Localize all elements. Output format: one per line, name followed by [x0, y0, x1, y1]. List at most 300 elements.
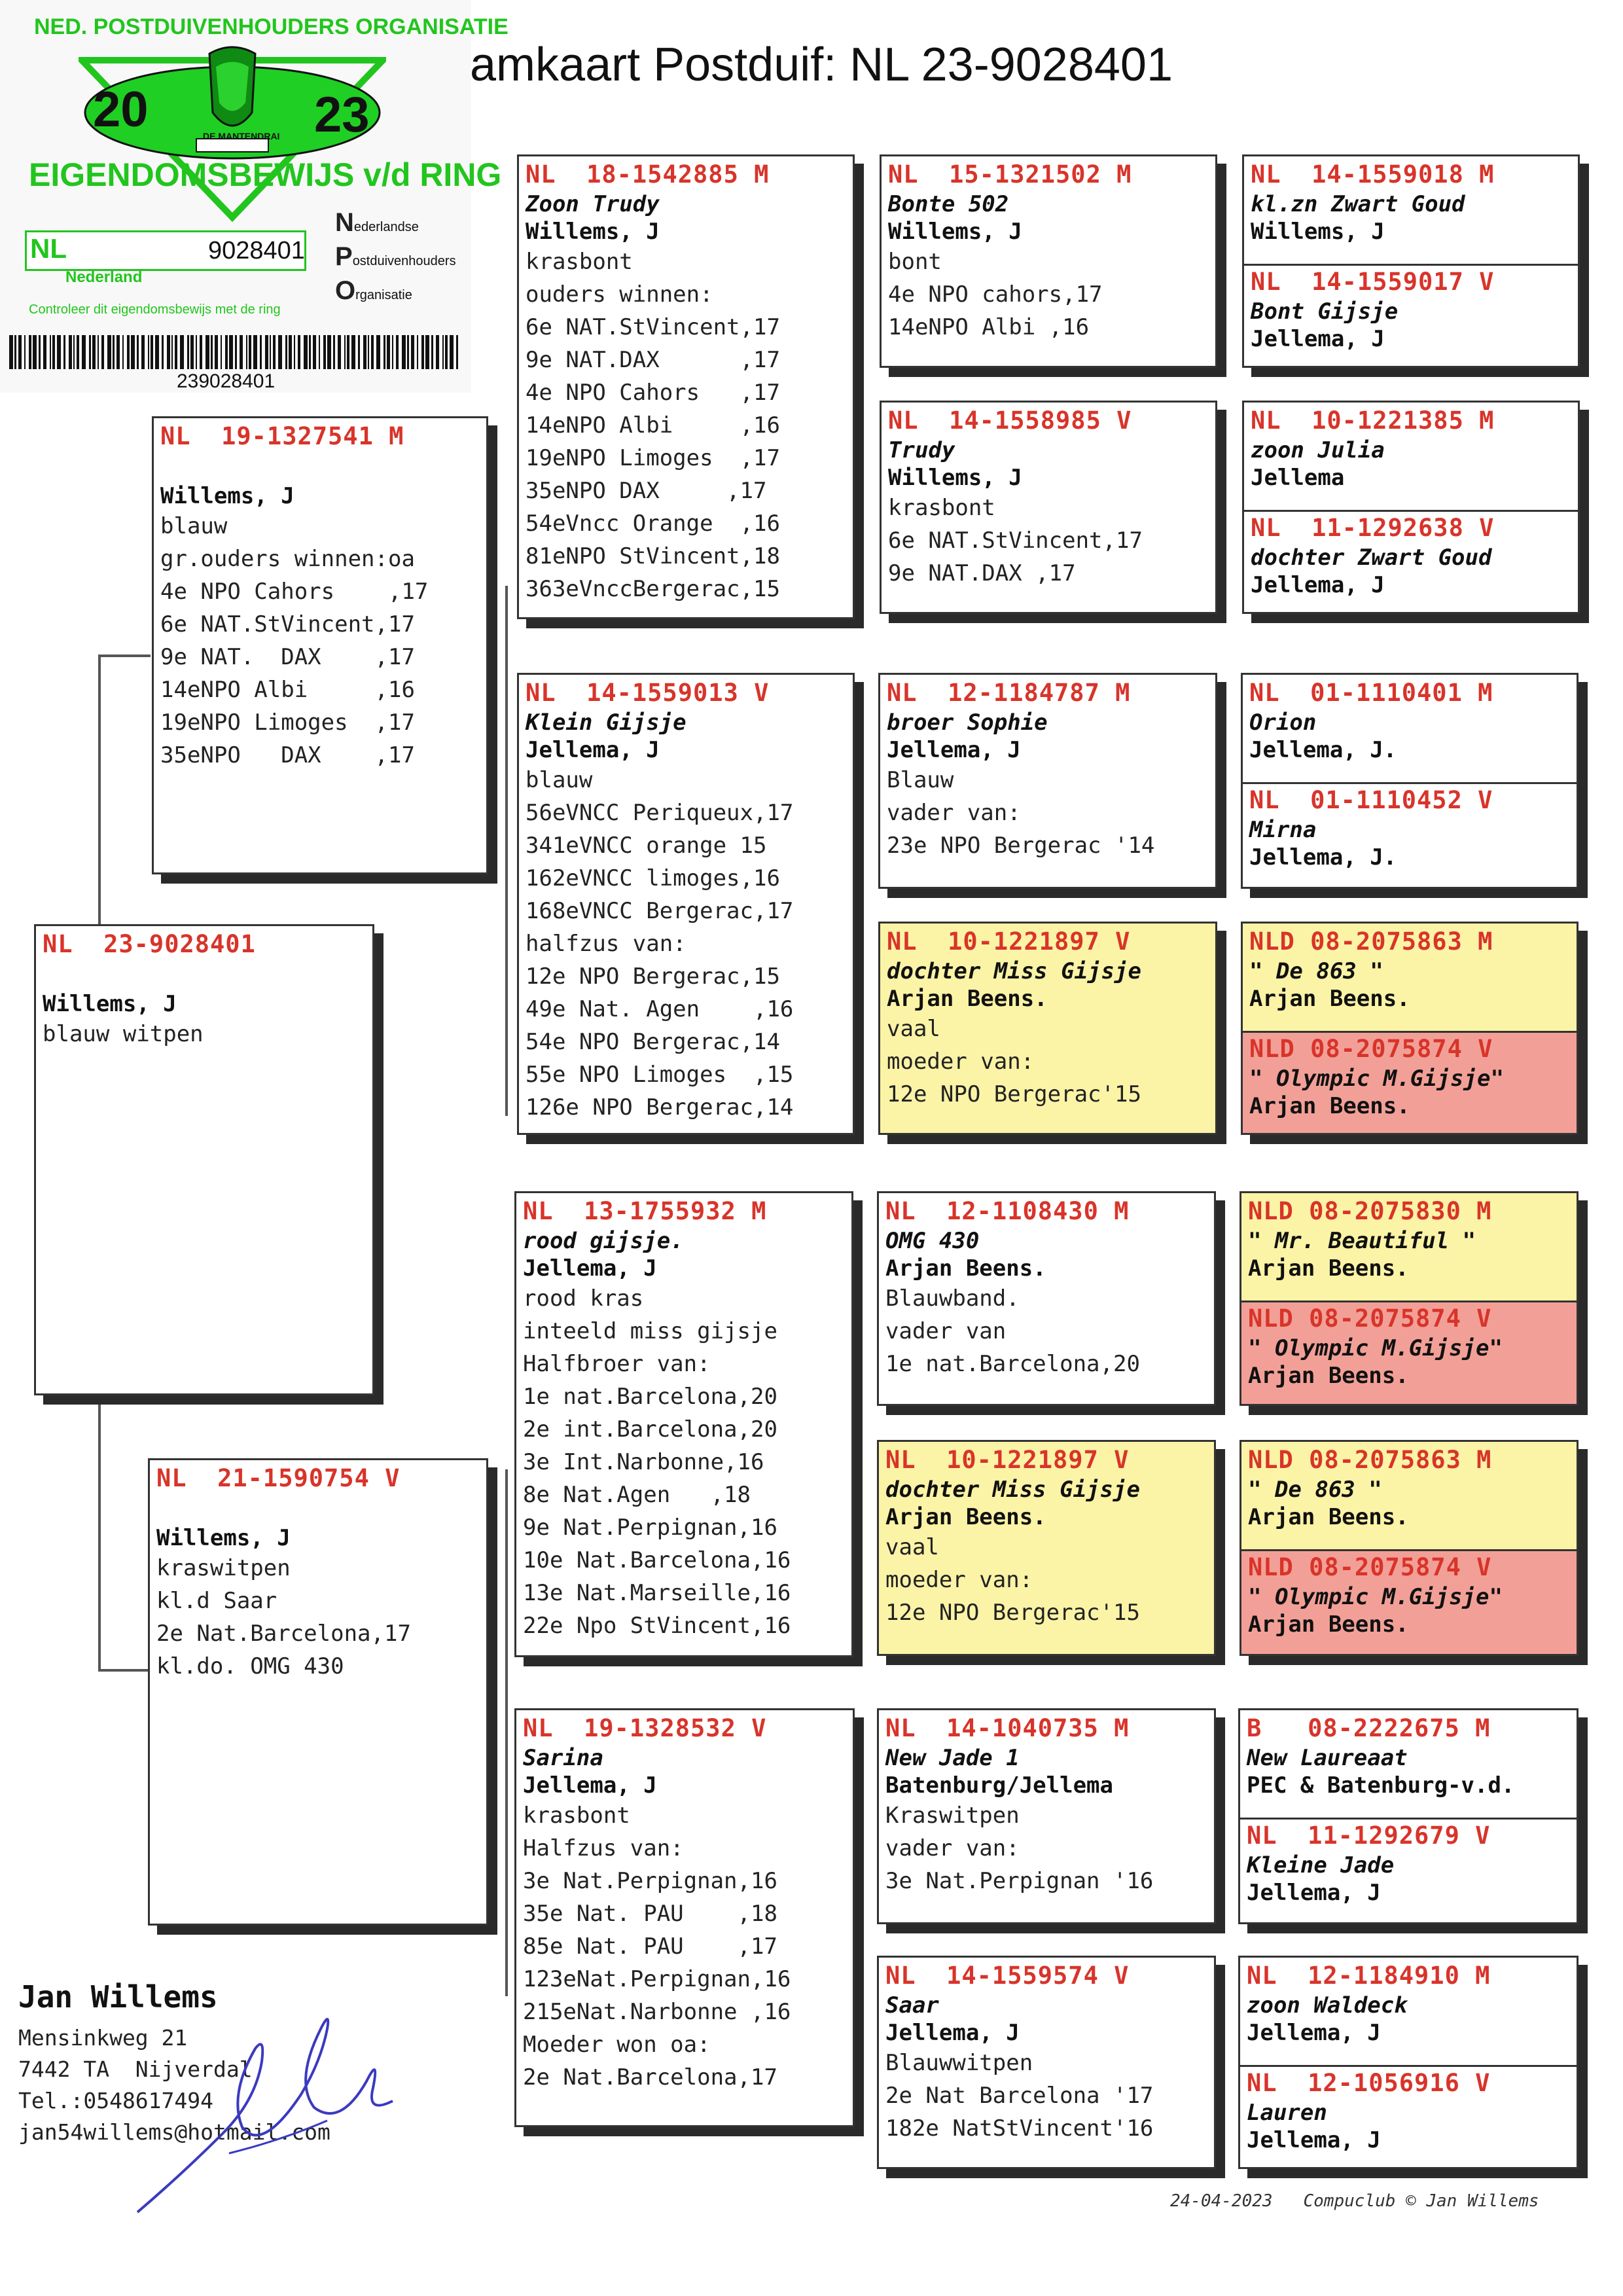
info-line: 19eNPO Limoges ,17: [160, 709, 415, 736]
pigeon-card-fmf[interactable]: [878, 673, 1217, 889]
page-title: amkaart Postduif: NL 23-9028401: [470, 39, 1173, 91]
barcode-bar: [260, 335, 262, 369]
badge-heading: EIGENDOMSBEWIJS v/d RING: [29, 156, 502, 193]
info-line: 126e NPO Bergerac,14: [526, 1094, 794, 1121]
owner: Arjan Beens.: [1248, 1363, 1409, 1389]
info-line: 14eNPO Albi ,16: [160, 677, 415, 703]
gen4-father[interactable]: [1244, 403, 1578, 510]
color-line: blauw witpen: [43, 1021, 204, 1047]
info-lines: [516, 1799, 853, 2093]
barcode-bar: [235, 335, 237, 369]
barcode-bar: [187, 335, 189, 369]
barcode-bar: [29, 335, 31, 369]
info-line: bont: [888, 249, 942, 275]
info-line: 54eVncc Orange ,16: [526, 511, 780, 537]
info-line: 35e Nat. PAU ,18: [523, 1901, 777, 1927]
gen4-mother[interactable]: [1241, 1549, 1577, 1656]
pigeon-name: rood gijsje.: [523, 1228, 684, 1254]
pigeon-name: dochter Zwart Goud: [1251, 545, 1492, 571]
barcode-bar: [18, 335, 22, 369]
barcode-bar: [190, 335, 194, 369]
owner: Arjan Beens.: [885, 1255, 1046, 1282]
info-line: 23e NPO Bergerac '14: [887, 833, 1155, 859]
pigeon-name: OMG 430: [885, 1228, 980, 1254]
ring-number: NL 11-1292638 V: [1251, 514, 1495, 542]
badge-npo-line-1: Nederlandse: [335, 208, 419, 237]
owner-phone: Tel.:0548617494: [18, 2088, 214, 2113]
info-line: kl.do. OMG 430: [156, 1653, 344, 1679]
info-line: 4e NPO Cahors ,17: [160, 579, 429, 605]
barcode-bar: [371, 335, 374, 369]
info-lines: [519, 763, 853, 1123]
info-line: 123eNat.Perpignan,16: [523, 1966, 791, 1992]
pigeon-card-main[interactable]: [34, 924, 374, 1395]
info-line: 1e nat.Barcelona,20: [885, 1351, 1140, 1377]
owner-name: Jan Willems: [18, 1979, 218, 2015]
pigeon-name: " Olympic M.Gijsje": [1248, 1584, 1503, 1610]
pigeon-name: dochter Miss Gijsje: [887, 958, 1141, 984]
info-line: 363eVnccBergerac,15: [526, 576, 780, 602]
info-line: Blauw: [887, 767, 954, 793]
barcode-bar: [273, 335, 276, 369]
badge-nederland: Nederland: [65, 268, 143, 286]
pigeon-name: Bonte 502: [888, 191, 1009, 217]
connector: [98, 655, 101, 929]
owner: Willems, J: [888, 465, 1022, 491]
connector: [98, 655, 151, 657]
barcode-bar: [387, 335, 390, 369]
gen4-mother[interactable]: [1244, 264, 1578, 368]
info-line: 4e NPO Cahors ,17: [526, 380, 780, 406]
ring-number: B 08-2222675 M: [1247, 1714, 1491, 1742]
ring-number: NL 14-1559018 M: [1251, 160, 1495, 188]
gen4-father[interactable]: [1241, 1442, 1577, 1549]
pigeon-card-fm[interactable]: [517, 673, 855, 1135]
ring-number: NL 13-1755932 M: [523, 1197, 767, 1225]
info-lines: [879, 1282, 1214, 1380]
gen4-mother[interactable]: [1241, 1300, 1577, 1406]
info-line: 13e Nat.Marseille,16: [523, 1580, 791, 1606]
info-line: 12e NPO Bergerac'15: [887, 1081, 1141, 1107]
info-line: 9e NAT. DAX ,17: [160, 644, 415, 670]
info-line: 8e Nat.Agen ,18: [523, 1482, 751, 1508]
ring-number: NL 14-1559017 V: [1251, 268, 1495, 296]
barcode-bar: [113, 335, 115, 369]
owner: Jellema, J: [1247, 2020, 1381, 2046]
pair-divider: [1243, 782, 1577, 784]
pair-divider: [1240, 1818, 1577, 1820]
barcode-bar: [289, 335, 292, 369]
owner: Jellema, J.: [1249, 737, 1397, 763]
barcode-bar: [24, 335, 26, 369]
barcode-bar: [294, 335, 295, 369]
barcode-bar: [52, 335, 55, 369]
pigeon-card-mmf[interactable]: [877, 1708, 1216, 1924]
owner: Jellema, J.: [1249, 844, 1397, 870]
signature-icon: [131, 2003, 406, 2219]
pigeon-name: " Mr. Beautiful ": [1248, 1228, 1476, 1254]
info-line: Blauwband.: [885, 1285, 1020, 1312]
owner: Jellema, J: [885, 2020, 1020, 2046]
barcode-bar: [417, 335, 418, 369]
barcode-bar: [363, 335, 366, 369]
ring-number: NL 10-1221897 V: [885, 1446, 1130, 1474]
gen4-mother[interactable]: [1240, 2065, 1577, 2169]
owner: Arjan Beens.: [1248, 1255, 1409, 1282]
ring-number: NL 12-1184910 M: [1247, 1962, 1491, 1990]
pigeon-card-mmm[interactable]: [877, 1956, 1216, 2169]
pigeon-card-mf[interactable]: [514, 1191, 853, 1657]
barcode-bar: [82, 335, 86, 369]
owner: PEC & Batenburg-v.d.: [1247, 1772, 1515, 1799]
badge-ring-number: 9028401: [208, 237, 305, 264]
badge-control-text: Controleer dit eigendomsbewijs met de ring: [29, 302, 281, 317]
badge-barcode-number: 239028401: [177, 370, 276, 392]
barcode-bar: [347, 335, 349, 369]
barcode-bar: [77, 335, 79, 369]
pair-divider: [1244, 264, 1578, 266]
info-lines: [880, 763, 1215, 861]
pigeon-card-ff[interactable]: [517, 154, 855, 619]
barcode-bar: [442, 335, 444, 369]
barcode-bar: [278, 335, 282, 369]
info-line: 35eNPO DAX ,17: [160, 742, 415, 768]
info-line: 162eVNCC limoges,16: [526, 865, 780, 891]
gen4-father[interactable]: [1240, 1710, 1577, 1818]
gen4-mother[interactable]: [1243, 1031, 1577, 1135]
connector: [98, 1669, 151, 1672]
info-lines: [882, 491, 1215, 589]
info-line: 10e Nat.Barcelona,16: [523, 1547, 791, 1573]
info-lines: [516, 1282, 851, 1641]
barcode-bar: [116, 335, 120, 369]
pigeon-card-gen4-pair[interactable]: [1242, 401, 1580, 614]
barcode-bar: [196, 335, 197, 369]
owner: Jellema: [1251, 465, 1345, 491]
barcode-bar: [200, 335, 202, 369]
owner: Arjan Beens.: [1249, 1093, 1410, 1119]
owner: Willems, J: [156, 1525, 291, 1551]
info-lines: [882, 245, 1215, 343]
pigeon-name: Trudy: [888, 437, 955, 463]
ring-number: NL 10-1221897 V: [887, 927, 1131, 956]
ring-number: NL 12-1056916 V: [1247, 2069, 1491, 2097]
badge-year-left: 20: [93, 82, 149, 137]
barcode-bar: [211, 335, 213, 369]
info-line: 56eVNCC Periqueux,17: [526, 800, 794, 826]
pigeon-card-gen4-pair[interactable]: [1242, 154, 1580, 368]
owner: Willems, J: [888, 219, 1022, 245]
barcode-bar: [215, 335, 218, 369]
barcode-bar: [175, 335, 177, 369]
gen4-father[interactable]: [1243, 924, 1577, 1031]
ring-number: NL 12-1184787 M: [887, 679, 1131, 707]
pigeon-name: zoon Julia: [1251, 437, 1385, 463]
info-line: vader van:: [887, 800, 1021, 826]
info-line: halfzus van:: [526, 931, 687, 957]
pigeon-name: " De 863 ": [1248, 1477, 1382, 1503]
barcode-bar: [411, 335, 414, 369]
info-line: 3e Int.Narbonne,16: [523, 1449, 764, 1475]
info-line: blauw: [160, 513, 228, 539]
pigeon-card-gen4-pair[interactable]: [1238, 1708, 1578, 1924]
barcode-bar: [73, 335, 75, 369]
pigeon-card-mfm[interactable]: [877, 1440, 1216, 1656]
connector: [505, 1469, 508, 1996]
pigeon-name: " Olympic M.Gijsje": [1248, 1335, 1503, 1361]
ring-number: NLD 08-2075830 M: [1248, 1197, 1492, 1225]
pigeon-name: Zoon Trudy: [526, 191, 660, 217]
ring-number: NL 12-1108430 M: [885, 1197, 1130, 1225]
badge-country: NL: [30, 233, 67, 264]
pair-divider: [1241, 1549, 1577, 1551]
gen4-father[interactable]: [1241, 1193, 1577, 1300]
barcode-bar: [225, 335, 228, 369]
info-line: 49e Nat. Agen ,16: [526, 996, 794, 1022]
info-line: krasbont: [888, 495, 995, 521]
info-line: krasbont: [523, 1803, 630, 1829]
gen4-father[interactable]: [1240, 1958, 1577, 2065]
pigeon-card-father[interactable]: [152, 416, 488, 874]
info-line: 9e NAT.DAX ,17: [526, 347, 780, 373]
owner: Willems, J: [526, 219, 660, 245]
footer-note: 24-04-2023 Compuclub © Jan Willems: [1170, 2191, 1539, 2211]
pigeon-card-gen4-pair[interactable]: [1241, 673, 1578, 889]
pigeon-card-mm[interactable]: [514, 1708, 855, 2127]
pigeon-card-fff[interactable]: [880, 154, 1217, 368]
barcode-bar: [392, 335, 393, 369]
barcode-bar: [9, 335, 13, 369]
barcode-icon: [9, 335, 458, 369]
info-line: 2e Nat Barcelona '17: [885, 2083, 1154, 2109]
pigeon-name: Lauren: [1247, 2100, 1327, 2126]
gen4-father[interactable]: [1244, 156, 1578, 264]
barcode-bar: [137, 335, 139, 369]
owner: Jellema, J: [1247, 2127, 1381, 2153]
pigeon-card-gen4-pair[interactable]: [1240, 1191, 1578, 1406]
owner: Batenburg/Jellema: [885, 1772, 1113, 1799]
pair-divider: [1244, 510, 1578, 512]
info-line: vaal: [885, 1534, 939, 1560]
pigeon-card-fmm[interactable]: [878, 922, 1217, 1135]
barcode-bar: [141, 335, 145, 369]
info-line: 6e NAT.StVincent,17: [526, 314, 780, 340]
barcode-bar: [425, 335, 429, 369]
info-line: 35eNPO DAX ,17: [526, 478, 767, 504]
info-line: 12e NPO Bergerac,15: [526, 963, 780, 990]
info-line: 14eNPO Albi ,16: [888, 314, 1090, 340]
pair-divider: [1243, 1031, 1577, 1033]
ring-number: NL 23-9028401: [43, 930, 256, 958]
barcode-bar: [39, 335, 41, 369]
barcode-bar: [249, 335, 251, 369]
info-lines: [879, 1530, 1214, 1628]
barcode-bar: [358, 335, 360, 369]
info-line: 55e NPO Limoges ,15: [526, 1062, 794, 1088]
info-line: krasbont: [526, 249, 633, 275]
info-line: 22e Npo StVincent,16: [523, 1613, 791, 1639]
barcode-bar: [304, 335, 308, 369]
pigeon-name: " Olympic M.Gijsje": [1249, 1066, 1504, 1092]
ring-number: NL 21-1590754 V: [156, 1464, 401, 1492]
owner: Willems, J: [160, 483, 294, 509]
info-line: 85e Nat. PAU ,17: [523, 1933, 777, 1960]
barcode-bar: [265, 335, 268, 369]
barcode-bar: [63, 335, 65, 369]
ring-number: NLD 08-2075874 V: [1248, 1553, 1492, 1581]
pigeon-card-ffm[interactable]: [880, 401, 1217, 614]
info-line: 12e NPO Bergerac'15: [885, 1600, 1140, 1626]
owner: Arjan Beens.: [1249, 986, 1410, 1012]
info-line: moeder van:: [887, 1049, 1035, 1075]
barcode-bar: [270, 335, 271, 369]
barcode-bar: [407, 335, 409, 369]
ring-number: NLD 08-2075863 M: [1249, 927, 1493, 956]
info-line: kl.d Saar: [156, 1588, 277, 1614]
pigeon-card-gen4-pair[interactable]: [1238, 1956, 1578, 2169]
barcode-bar: [402, 335, 406, 369]
barcode-bar: [450, 335, 454, 369]
pigeon-card-gen4-pair[interactable]: [1241, 922, 1578, 1135]
owner: Jellema, J: [1251, 326, 1385, 352]
info-lines: [519, 245, 853, 605]
owner: Jellema, J: [1251, 572, 1385, 598]
barcode-bar: [98, 335, 99, 369]
barcode-bar: [396, 335, 399, 369]
owner: Willems, J: [43, 991, 177, 1017]
owner-city: 7442 TA Nijverdal: [18, 2056, 253, 2082]
info-line: 4e NPO cahors,17: [888, 281, 1103, 308]
barcode-bar: [323, 335, 326, 369]
barcode-bar: [162, 335, 164, 369]
owner: Jellema, J: [887, 737, 1021, 763]
info-line: 19eNPO Limoges ,17: [526, 445, 780, 471]
barcode-bar: [148, 335, 149, 369]
npo-line-3-text: rganisatie: [355, 288, 412, 302]
owner: Arjan Beens.: [1248, 1611, 1409, 1638]
info-line: 1e nat.Barcelona,20: [523, 1384, 777, 1410]
badge-year-right: 23: [314, 87, 370, 143]
barcode-bar: [33, 335, 37, 369]
info-line: 3e Nat.Perpignan '16: [885, 1868, 1154, 1894]
barcode-bar: [333, 335, 335, 369]
info-line: 14eNPO Albi ,16: [526, 412, 780, 439]
barcode-bar: [155, 335, 159, 369]
ring-number: NL 01-1110401 M: [1249, 679, 1493, 707]
ring-number: NL 19-1327541 M: [160, 422, 404, 450]
badge-org: NED. POSTDUIVENHOUDERS ORGANISATIE: [34, 14, 508, 39]
gen4-father[interactable]: [1243, 675, 1577, 782]
info-line: blauw: [526, 767, 593, 793]
owner: Willems, J: [1251, 219, 1385, 245]
gen4-mother[interactable]: [1240, 1818, 1577, 1924]
barcode-bar: [131, 335, 135, 369]
owner-email[interactable]: jan54willems@hotmail.com: [18, 2119, 330, 2145]
barcode-bar: [122, 335, 124, 369]
barcode-bar: [456, 335, 458, 369]
ring-number: NL 01-1110452 V: [1249, 786, 1493, 814]
ring-number: NL 14-1558985 V: [888, 406, 1132, 435]
info-line: 81eNPO StVincent,18: [526, 543, 780, 569]
info-line: vader van: [885, 1318, 1007, 1344]
pigeon-name: Kleine Jade: [1247, 1852, 1395, 1878]
connector: [505, 586, 508, 1116]
barcode-bar: [180, 335, 184, 369]
barcode-bar: [240, 335, 243, 369]
info-line: 341eVNCC orange 15: [526, 833, 767, 859]
barcode-bar: [229, 335, 233, 369]
info-line: gr.ouders winnen:oa: [160, 546, 415, 572]
barcode-bar: [151, 335, 153, 369]
barcode-bar: [338, 335, 341, 369]
barcode-bar: [92, 335, 96, 369]
info-line: 9e Nat.Perpignan,16: [523, 1515, 777, 1541]
owner: Arjan Beens.: [885, 1504, 1046, 1530]
barcode-bar: [246, 335, 247, 369]
pair-divider: [1241, 1300, 1577, 1302]
npo-line-1-text: ederlandse: [353, 220, 419, 234]
owner: Jellema, J: [523, 1772, 657, 1799]
ring-number: NL 14-1559574 V: [885, 1962, 1130, 1990]
info-lines: [879, 1799, 1214, 1897]
badge-ribbon: DE MANTENDRAI: [203, 131, 280, 141]
pigeon-name: New Laureaat: [1247, 1745, 1408, 1771]
barcode-bar: [445, 335, 448, 369]
pigeon-name: kl.zn Zwart Goud: [1251, 191, 1465, 217]
info-line: vaal: [887, 1016, 940, 1042]
info-line: 2e Nat.Barcelona,17: [156, 1621, 411, 1647]
ring-number: NL 15-1321502 M: [888, 160, 1132, 188]
info-line: 54e NPO Bergerac,14: [526, 1029, 780, 1055]
owner: Jellema, J: [526, 737, 660, 763]
barcode-bar: [298, 335, 300, 369]
owner: Jellema, J: [523, 1255, 657, 1282]
npo-line-2-text: ostduivenhouders: [352, 254, 456, 268]
info-line: moeder van:: [885, 1567, 1033, 1593]
gen4-mother[interactable]: [1244, 510, 1578, 614]
pigeon-card-mother[interactable]: [148, 1458, 488, 1926]
pigeon-name: Klein Gijsje: [526, 709, 687, 736]
info-line: 215eNat.Narbonne ,16: [523, 1999, 791, 2025]
pigeon-name: dochter Miss Gijsje: [885, 1477, 1140, 1503]
barcode-bar: [421, 335, 424, 369]
info-lines: [150, 1551, 486, 1682]
barcode-bar: [376, 335, 380, 369]
barcode-bar: [253, 335, 257, 369]
pigeon-name: Sarina: [523, 1745, 603, 1771]
pigeon-card-mff[interactable]: [877, 1191, 1216, 1406]
barcode-bar: [89, 335, 91, 369]
pigeon-card-gen4-pair[interactable]: [1240, 1440, 1578, 1656]
info-line: 6e NAT.StVincent,17: [888, 528, 1143, 554]
barcode-bar: [127, 335, 130, 369]
owner: Jellema, J: [1247, 1880, 1381, 1906]
barcode-bar: [351, 335, 355, 369]
owner-street: Mensinkweg 21: [18, 2025, 188, 2051]
ring-number: NL 19-1328532 V: [523, 1714, 767, 1742]
gen4-mother[interactable]: [1243, 782, 1577, 889]
info-line: vader van:: [885, 1835, 1020, 1861]
barcode-bar: [43, 335, 46, 369]
pigeon-name: New Jade 1: [885, 1745, 1020, 1771]
badge-npo-line-3: Organisatie: [335, 276, 412, 305]
barcode-bar: [368, 335, 369, 369]
ring-number: NL 14-1559013 V: [526, 679, 770, 707]
badge-npo-line-2: Postduivenhouders: [335, 242, 456, 271]
info-line: Halfbroer van:: [523, 1351, 711, 1377]
barcode-bar: [107, 335, 111, 369]
info-line: rood kras: [523, 1285, 644, 1312]
